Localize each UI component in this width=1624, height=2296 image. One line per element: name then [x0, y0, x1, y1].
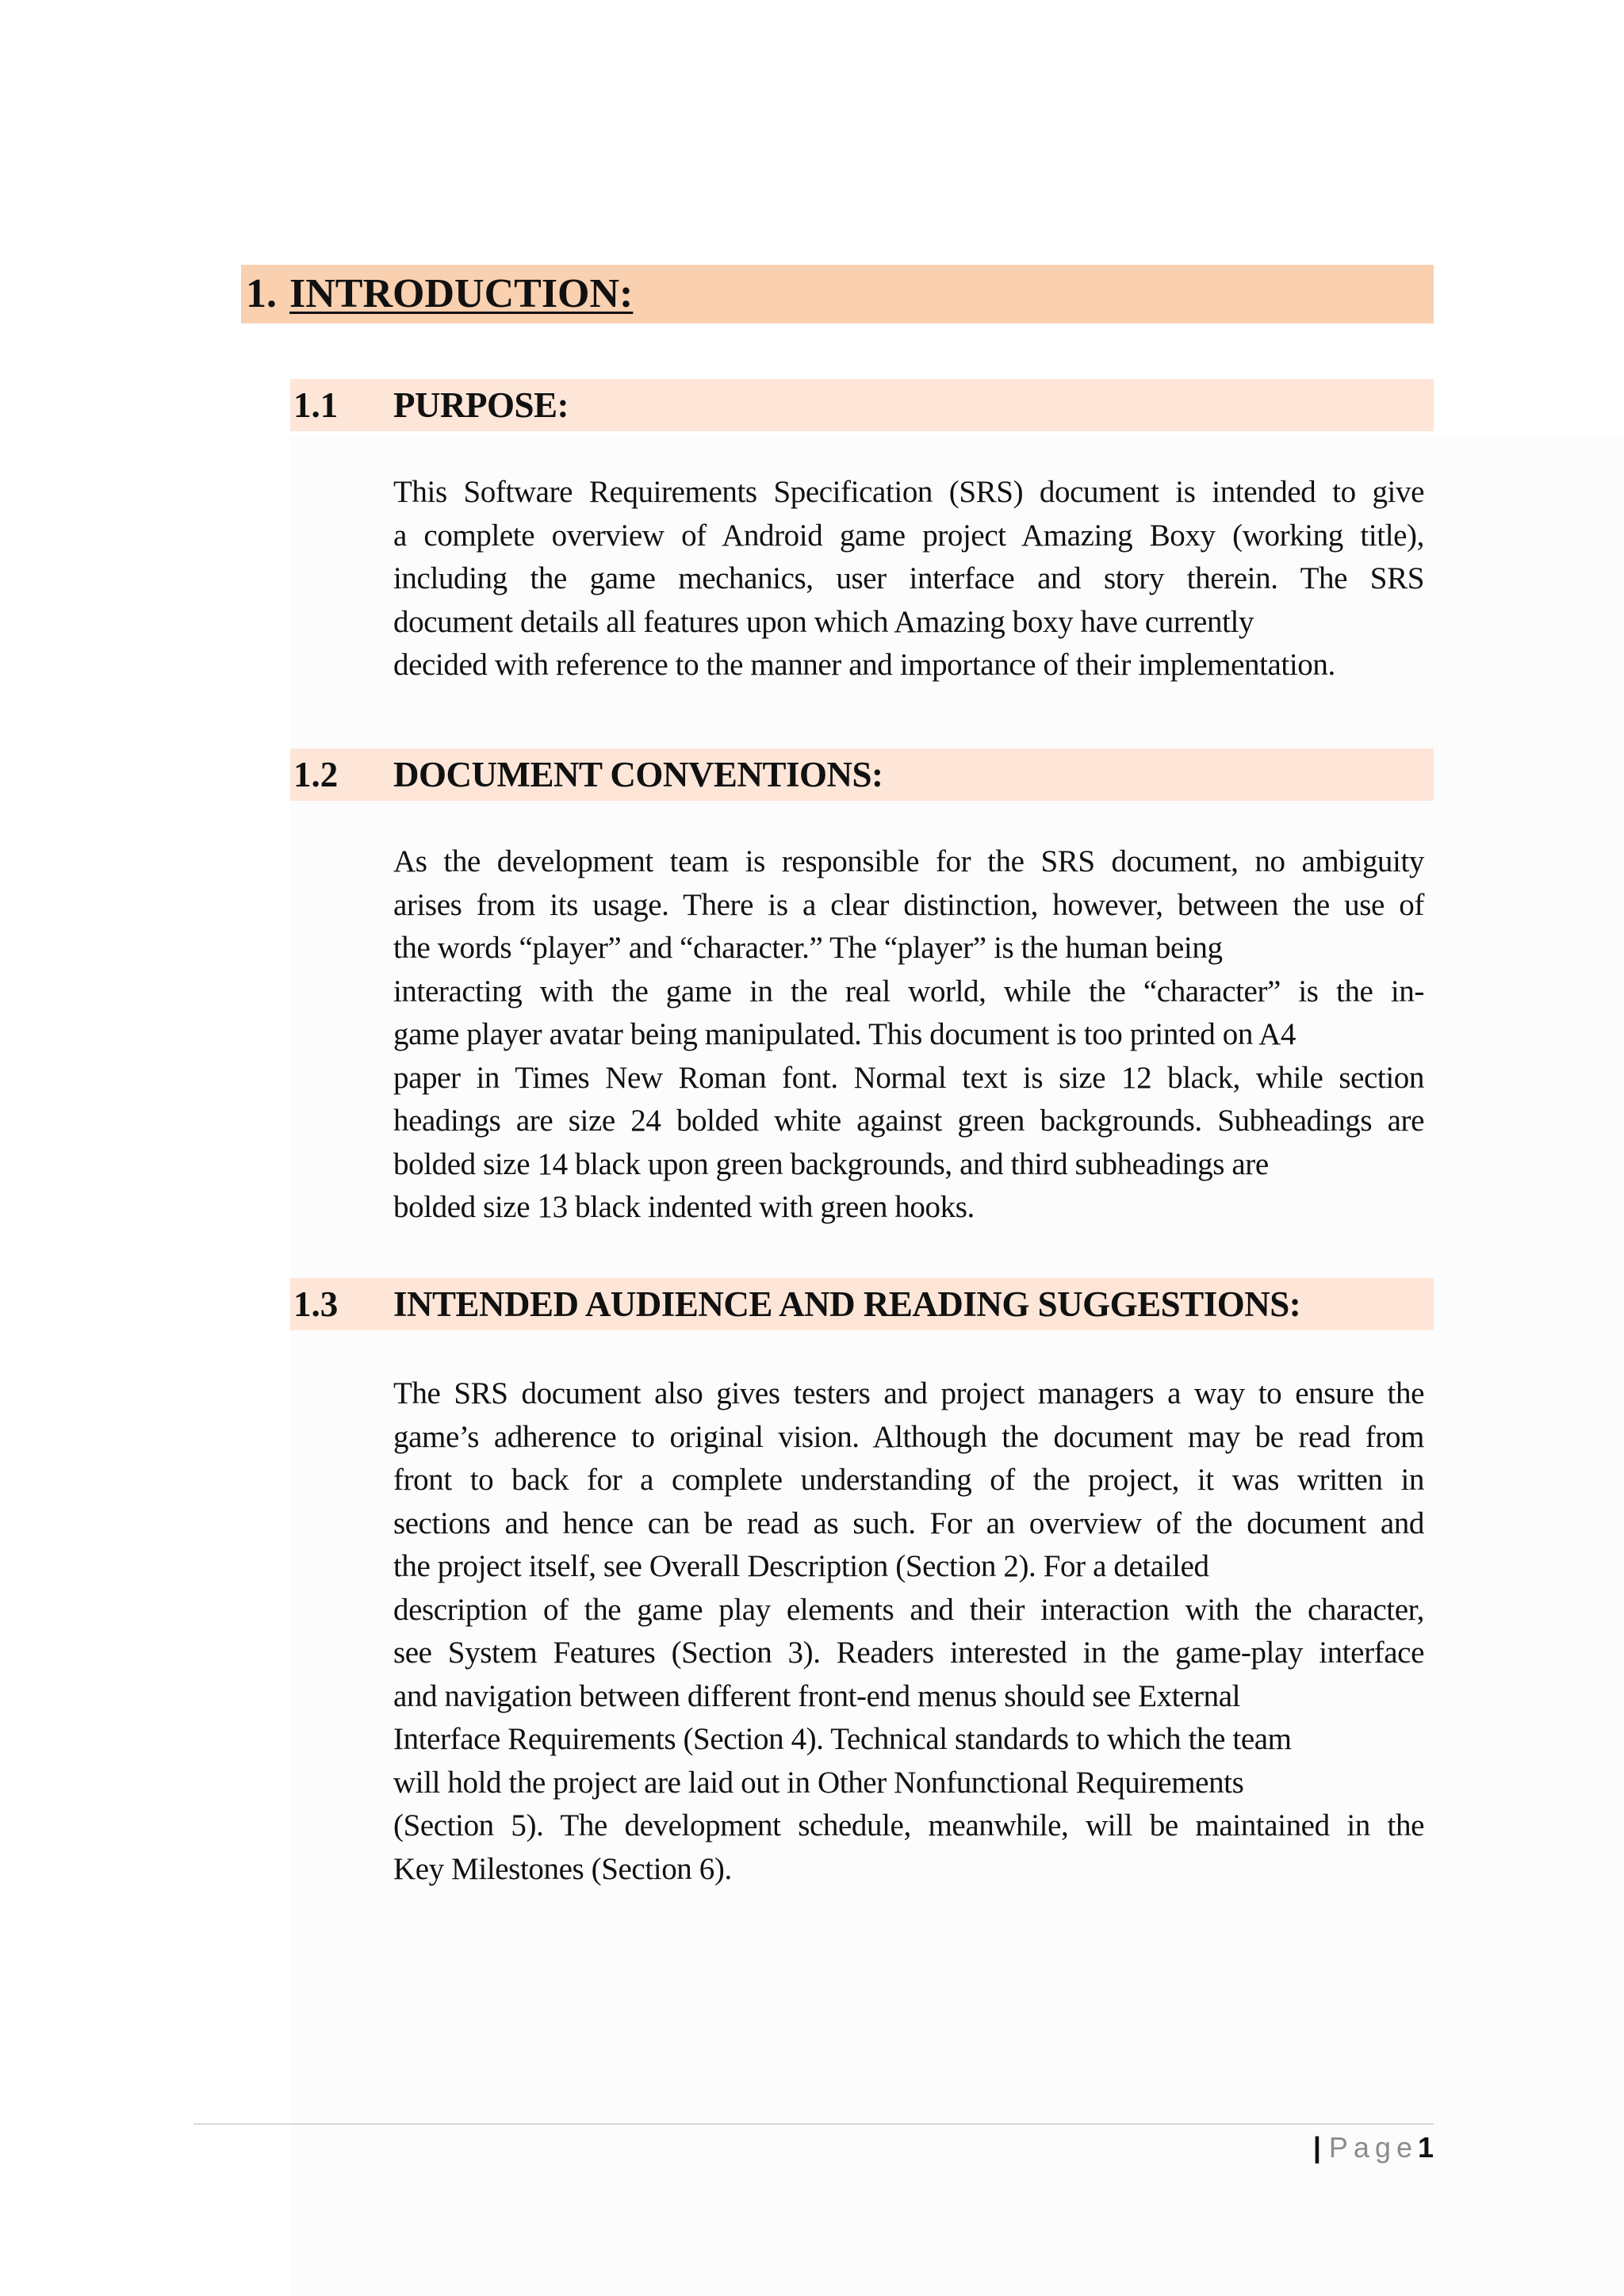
text-line: will hold the project are laid out in Other Nonfunctional Requirements — [393, 1765, 1244, 1800]
text-line: sections and hence can be read as such. For an overview of the document and — [393, 1506, 1424, 1540]
text-line: see System Features (Section 3). Readers interested in the game-play interface — [393, 1636, 1424, 1670]
section-heading — [246, 265, 633, 323]
text-line: interacting with the game in the real world, while the “character” is the in- — [393, 974, 1424, 1008]
text-line: bolded size 14 black upon green backgrounds, and third subheadings are — [393, 1146, 1269, 1181]
text-line: bolded size 13 black indented with green hooks. — [393, 1190, 975, 1224]
paragraph-conventions — [393, 840, 1424, 1230]
section-number: 1. — [246, 271, 277, 316]
footer-separator: | — [1312, 2131, 1321, 2164]
text-line: front to back for a complete understanding of the project, it was written in — [393, 1463, 1424, 1497]
text-line: Key Milestones (Section 6). — [393, 1851, 732, 1886]
text-line: As the development team is responsible for the SRS document, no ambiguity — [393, 844, 1424, 878]
text-line: the words “player” and “character.” The “player” is the human being — [393, 931, 1223, 965]
text-line: description of the game play elements and their interaction with the character, — [393, 1592, 1424, 1627]
text-line: Interface Requirements (Section 4). Technical standards to which the team — [393, 1722, 1292, 1756]
text-line: game player avatar being manipulated. This document is too printed on A4 — [393, 1017, 1297, 1051]
subsection-title-audience: INTENDED AUDIENCE AND READING SUGGESTIONS: — [393, 1284, 1301, 1324]
text-line: paper in Times New Roman font. Normal text is size 12 black, while section — [393, 1060, 1424, 1095]
subsection-number: 1.2 — [293, 755, 339, 794]
footer-page-label: Page — [1328, 2131, 1418, 2164]
text-line: decided with reference to the manner and importance of their implementation. — [393, 648, 1335, 682]
text-line: (Section 5). The development schedule, meanwhile, will be maintained in the — [393, 1808, 1424, 1843]
text-line: headings are size 24 bolded white against green backgrounds. Subheadings are — [393, 1104, 1424, 1138]
text-line: The SRS document also gives testers and project managers a way to ensure the — [393, 1376, 1424, 1410]
paragraph-purpose — [393, 471, 1424, 687]
subsection-number: 1.3 — [293, 1284, 339, 1324]
subsection-number: 1.1 — [293, 385, 339, 425]
text-line: including the game mechanics, user interface and story therein. The SRS — [393, 561, 1424, 595]
paragraph-audience — [393, 1372, 1424, 1891]
text-line: This Software Requirements Specification (SRS) document is intended to give — [393, 475, 1424, 509]
text-line: document details all features upon which Amazing boxy have currently — [393, 604, 1254, 639]
subsection-title-conventions: DOCUMENT CONVENTIONS: — [393, 755, 883, 794]
page-footer — [1313, 2130, 1434, 2166]
text-line: arises from its usage. There is a clear distinction, however, between the use of — [393, 887, 1424, 922]
text-line: and navigation between different front-end menus should see External — [393, 1678, 1241, 1713]
text-line: the project itself, see Overall Description (Section 2). For a detailed — [393, 1549, 1209, 1583]
footer-page-number: 1 — [1417, 2131, 1434, 2164]
page-tint — [290, 436, 1624, 2296]
subsection-title-purpose: PURPOSE: — [393, 385, 569, 425]
section-title: INTRODUCTION: — [289, 271, 634, 316]
text-line: game’s adherence to original vision. Although the document may be read from — [393, 1419, 1424, 1454]
text-line: a complete overview of Android game project Amazing Boxy (working title), — [393, 518, 1424, 553]
footer-divider — [193, 2123, 1434, 2125]
